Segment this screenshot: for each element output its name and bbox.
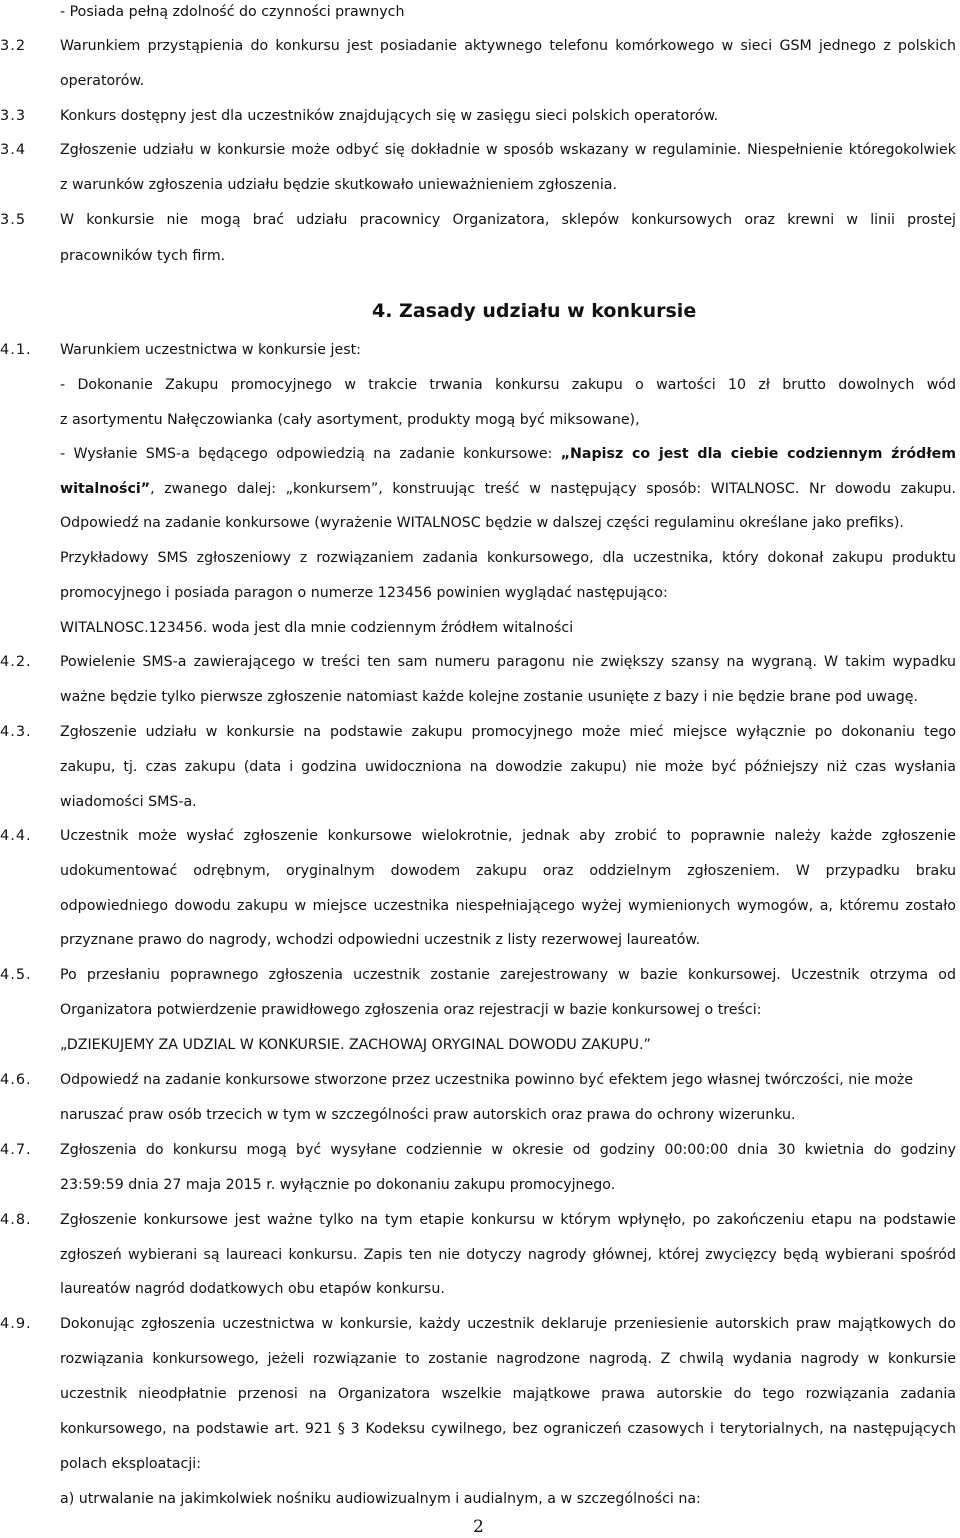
item-4-4-line4: przyznane prawo do nagrody, wchodzi odpowiedni uczestnik z listy rezerwowej laureatów. (60, 932, 701, 948)
num-4-1: 4.1. (0, 342, 32, 358)
num-4-6: 4.6. (0, 1072, 32, 1088)
item-4-3-line3: wiadomości SMS-a. (60, 794, 197, 810)
item-4-9-line2: rozwiązania konkursowego, jeżeli rozwiązanie to zostanie nagrodzone nagrodą. Z chwilą wydania nagrody w konkursie (60, 1351, 956, 1367)
num-3-2: 3.2 (0, 38, 27, 54)
item-4-9-line3: uczestnik nieodpłatnie przenosi na Organizatora wszelkie majątkowe prawa autorskie do tego rozwiązania zadania (60, 1386, 956, 1402)
item-3-5-line1: W konkursie nie mogą brać udziału pracownicy Organizatora, sklepów konkursowych oraz krewni w linii prostej (60, 212, 956, 228)
item-4-6-line2: naruszać praw osób trzecich w tym w szczególności praw autorskich oraz prawa do ochrony wizerunku. (60, 1107, 796, 1123)
num-4-8: 4.8. (0, 1212, 32, 1228)
item-4-5-line1: Po przesłaniu poprawnego zgłoszenia uczestnik zostanie zarejestrowany w bazie konkursowej. Uczestnik otrzyma od (60, 967, 956, 983)
item-4-4-line1: Uczestnik może wysłać zgłoszenie konkursowe wielokrotnie, jednak aby zrobić to poprawnie należy każde zgłoszenie (60, 828, 956, 844)
item-3-2-line1: Warunkiem przystąpienia do konkursu jest posiadanie aktywnego telefonu komórkowego w sieci GSM jednego z polskich (60, 38, 956, 54)
task-question-bold: „Napisz co jest dla ciebie codziennym źródłem (560, 446, 956, 462)
section-4-heading: 4. Zasady udziału w konkursie (372, 300, 697, 322)
num-3-3: 3.3 (0, 108, 27, 124)
item-4-9-line5: polach eksploatacji: (60, 1456, 202, 1472)
item-4-1-line5: Odpowiedź na zadanie konkursowe (wyrażenie WITALNOSC będzie w dalszej części regulaminu określane jako prefiks). (60, 515, 904, 531)
item-4-5-line2: Organizatora potwierdzenie prawidłowego zgłoszenia oraz rejestracji w bazie konkursowej o treści: (60, 1002, 762, 1018)
item-4-2-line2: ważne będzie tylko pierwsze zgłoszenie natomiast każde kolejne zostanie usunięte z bazy i nie będzie brane pod uwagę. (60, 689, 918, 705)
item-4-1-line8: WITALNOSC.123456. woda jest dla mnie codziennym źródłem witalności (60, 620, 574, 636)
item-4-1-line3-text: - Wysłanie SMS-a będącego odpowiedzią na zadanie konkursowe: (60, 446, 561, 462)
item-4-1-line6: Przykładowy SMS zgłoszeniowy z rozwiązaniem zadania konkursowego, dla uczestnika, który dokonał zakupu produktu (60, 550, 956, 566)
num-3-5: 3.5 (0, 212, 27, 228)
item-4-7-line2: 23:59:59 dnia 27 maja 2015 r. wyłącznie po dokonaniu zakupu promocyjnego. (60, 1177, 616, 1193)
item-4-9-line1: Dokonując zgłoszenia uczestnictwa w konkursie, każdy uczestnik deklaruje przeniesienie autorskich praw majątkowych do (60, 1316, 956, 1332)
item-3-4-line2: z warunków zgłoszenia udziału będzie skutkowało unieważnieniem zgłoszenia. (60, 177, 617, 193)
item-4-7-line1: Zgłoszenia do konkursu mogą być wysyłane codziennie w okresie od godziny 00:00:00 dnia 30 kwietnia do godziny (60, 1142, 956, 1158)
item-4-9-line4: konkursowego, na podstawie art. 921 § 3 Kodeksu cywilnego, bez ograniczeń czasowych i terytorialnych, na następujących (60, 1421, 956, 1437)
item-4-1-line1: - Dokonanie Zakupu promocyjnego w trakcie trwania konkursu zakupu o wartości 10 zł brutto dowolnych wód (60, 377, 956, 393)
item-4-5-line3: „DZIEKUJEMY ZA UDZIAL W KONKURSIE. ZACHOWAJ ORYGINAL DOWODU ZAKUPU.” (60, 1037, 651, 1053)
item-3-5-line2: pracowników tych firm. (60, 248, 226, 264)
num-4-2: 4.2. (0, 654, 32, 670)
item-4-1-line3 (60, 436, 956, 473)
num-4-9: 4.9. (0, 1316, 32, 1332)
item-3-1: - Posiada pełną zdolność do czynności prawnych (60, 4, 405, 20)
item-4-4-line2: udokumentować odrębnym, oryginalnym dowodem zakupu oraz oddzielnym zgłoszeniem. W przypadku braku (60, 863, 956, 879)
item-4-8-line3: laureatów nagród dodatkowych obu etapów konkursu. (60, 1281, 445, 1297)
item-4-8-line1: Zgłoszenie konkursowe jest ważne tylko na tym etapie konkursu w którym wpłynęło, po zakończeniu etapu na podstawie (60, 1212, 956, 1228)
num-4-5: 4.5. (0, 967, 32, 983)
item-4-4-line3: odpowiedniego dowodu zakupu w miejsce uczestnika niespełniającego wyżej wymienionych wymogów, a, któremu zostało (60, 898, 956, 914)
num-4-3: 4.3. (0, 724, 32, 740)
item-4-1-line4-text: , zwanego dalej: „konkursem”, konstruując treść w następujący sposób: WITALNOSC. Nr dowodu zakupu. (150, 481, 956, 497)
item-3-4-line1: Zgłoszenie udziału w konkursie może odbyć się dokładnie w sposób wskazany w regulaminie. Niespełnienie któregokolwiek (60, 142, 956, 158)
item-4-9-line6: a) utrwalanie na jakimkolwiek nośniku audiowizualnym i audialnym, a w szczególności na: (60, 1491, 701, 1507)
item-3-2-line2: operatorów. (60, 73, 145, 89)
num-4-4: 4.4. (0, 828, 32, 844)
task-question-bold-end: witalności” (60, 481, 151, 497)
item-4-1-line7: promocyjnego i posiada paragon o numerze 123456 powinien wyglądać następująco: (60, 585, 668, 601)
item-4-1-line2: z asortymentu Nałęczowianka (cały asortyment, produkty mogą być miksowane), (60, 412, 640, 428)
item-4-1-intro: Warunkiem uczestnictwa w konkursie jest: (60, 342, 361, 358)
page-number: 2 (473, 1517, 484, 1537)
num-4-7: 4.7. (0, 1142, 32, 1158)
item-3-3: Konkurs dostępny jest dla uczestników znajdujących się w zasięgu sieci polskich operatorów. (60, 108, 719, 124)
item-4-8-line2: zgłoszeń wybierani są laureaci konkursu. Zapis ten nie dotyczy nagrody głównej, której zwycięzcy będą wybierani spośród (60, 1247, 956, 1263)
item-4-2-line1: Powielenie SMS-a zawierającego w treści ten sam numeru paragonu nie zwiększy szansy na wygraną. W takim wypadku (60, 654, 956, 670)
item-4-3-line2: zakupu, tj. czas zakupu (data i godzina uwidoczniona na dowodzie zakupu) nie może być późniejszy niż czas wysłania (60, 759, 956, 775)
item-4-1-line4 (60, 471, 956, 508)
num-3-4: 3.4 (0, 142, 27, 158)
item-4-3-line1: Zgłoszenie udziału w konkursie na podstawie zakupu promocyjnego może mieć miejsce wyłącznie po dokonaniu tego (60, 724, 956, 740)
item-4-6-line1: Odpowiedź na zadanie konkursowe stworzone przez uczestnika powinno być efektem jego własnej twórczości, nie może (60, 1072, 914, 1088)
